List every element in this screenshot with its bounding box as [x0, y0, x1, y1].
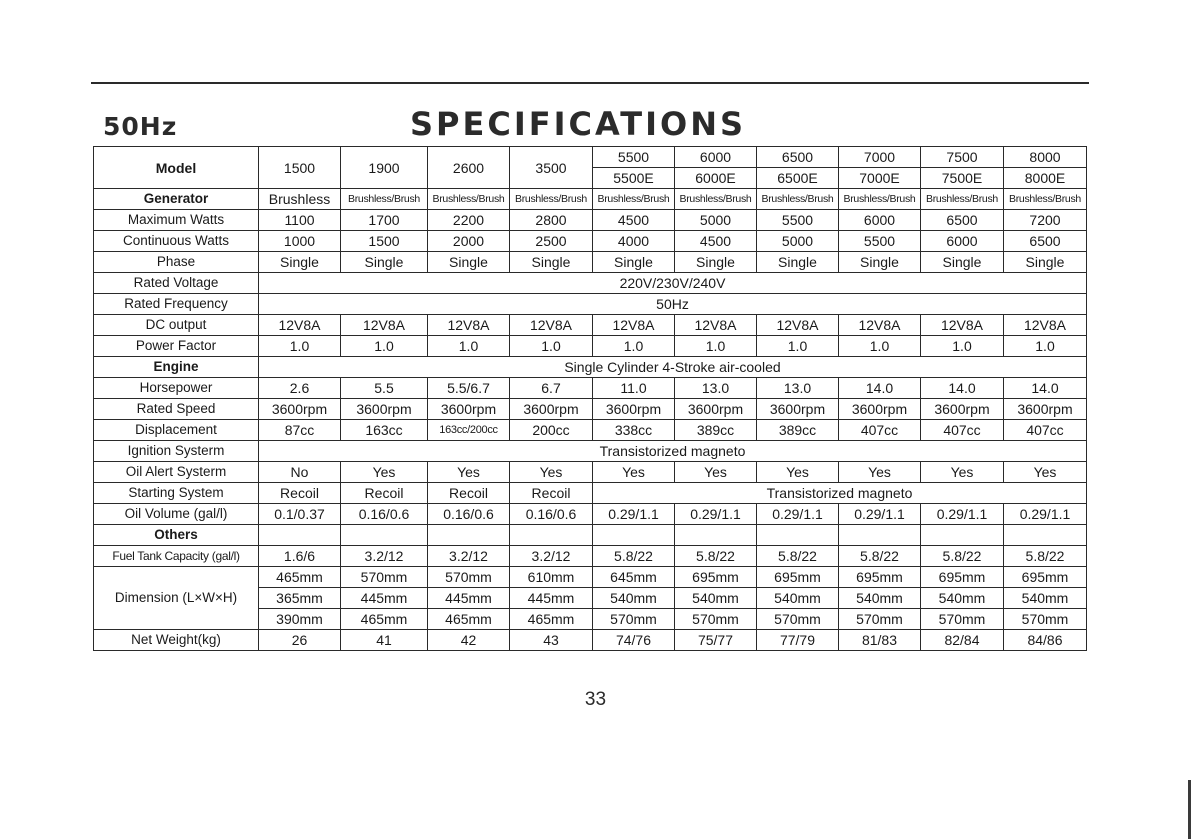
- model-cell: 6000: [675, 147, 757, 168]
- value-cell: 11.0: [593, 378, 675, 399]
- row-net-weight: [94, 630, 1087, 651]
- value-cell: 1100: [259, 210, 341, 231]
- value-cell: 2800: [510, 210, 593, 231]
- value-cell: 200cc: [510, 420, 593, 441]
- value-cell: Brushless/Brush: [510, 189, 593, 210]
- row-label: Engine: [94, 357, 259, 378]
- value-cell: 13.0: [675, 378, 757, 399]
- value-cell: 12V8A: [593, 315, 675, 336]
- row-dimension-length: [94, 567, 1087, 588]
- row-horsepower: [94, 378, 1087, 399]
- value-cell: Yes: [428, 462, 510, 483]
- value-cell: 6000: [839, 210, 921, 231]
- empty-cell: [428, 525, 510, 546]
- empty-cell: [341, 525, 428, 546]
- value-cell: Recoil: [259, 483, 341, 504]
- value-cell: 163cc/200cc: [428, 420, 510, 441]
- value-cell: 12V8A: [757, 315, 839, 336]
- row-cont-watts: [94, 231, 1087, 252]
- value-cell: Single: [341, 252, 428, 273]
- value-cell: 445mm: [428, 588, 510, 609]
- value-cell: 12V8A: [1004, 315, 1087, 336]
- model-cell: 5500: [593, 147, 675, 168]
- value-cell: 1.0: [341, 336, 428, 357]
- row-label: Rated Frequency: [94, 294, 259, 315]
- value-cell: 0.1/0.37: [259, 504, 341, 525]
- empty-cell: [675, 525, 757, 546]
- value-cell: Single: [428, 252, 510, 273]
- value-cell: 338cc: [593, 420, 675, 441]
- span-value-cell: Transistorized magneto: [259, 441, 1087, 462]
- value-cell: 0.29/1.1: [921, 504, 1004, 525]
- value-cell: 3600rpm: [259, 399, 341, 420]
- spec-table-body: [94, 147, 1087, 651]
- empty-cell: [921, 525, 1004, 546]
- model-cell: 7000: [839, 147, 921, 168]
- value-cell: 43: [510, 630, 593, 651]
- value-cell: Brushless/Brush: [1004, 189, 1087, 210]
- value-cell: 695mm: [757, 567, 839, 588]
- value-cell: 5.5: [341, 378, 428, 399]
- value-cell: 14.0: [921, 378, 1004, 399]
- value-cell: 540mm: [1004, 588, 1087, 609]
- value-cell: 1000: [259, 231, 341, 252]
- row-others: [94, 525, 1087, 546]
- value-cell: 0.29/1.1: [1004, 504, 1087, 525]
- empty-cell: [593, 525, 675, 546]
- value-cell: 1.6/6: [259, 546, 341, 567]
- value-cell: 1.0: [921, 336, 1004, 357]
- value-cell: 6500: [1004, 231, 1087, 252]
- row-label: Horsepower: [94, 378, 259, 399]
- value-cell: 1.0: [593, 336, 675, 357]
- value-cell: Yes: [1004, 462, 1087, 483]
- value-cell: 365mm: [259, 588, 341, 609]
- value-cell: 540mm: [593, 588, 675, 609]
- value-cell: Recoil: [428, 483, 510, 504]
- value-cell: 407cc: [839, 420, 921, 441]
- value-cell: Brushless/Brush: [593, 189, 675, 210]
- value-cell: 570mm: [675, 609, 757, 630]
- model-cell: 1900: [341, 147, 428, 189]
- value-cell: 82/84: [921, 630, 1004, 651]
- value-cell: 81/83: [839, 630, 921, 651]
- value-cell: 1.0: [839, 336, 921, 357]
- value-cell: 1500: [341, 231, 428, 252]
- value-cell: 407cc: [1004, 420, 1087, 441]
- value-cell: 570mm: [593, 609, 675, 630]
- value-cell: 389cc: [675, 420, 757, 441]
- value-cell: Yes: [593, 462, 675, 483]
- value-cell: 695mm: [675, 567, 757, 588]
- value-cell: 540mm: [839, 588, 921, 609]
- row-dc-output: [94, 315, 1087, 336]
- value-cell: 6000: [921, 231, 1004, 252]
- row-label: Oil Alert Systerm: [94, 462, 259, 483]
- row-label: Oil Volume (gal/l): [94, 504, 259, 525]
- value-cell: 540mm: [921, 588, 1004, 609]
- value-cell: 390mm: [259, 609, 341, 630]
- value-cell: 3600rpm: [839, 399, 921, 420]
- value-cell: 570mm: [757, 609, 839, 630]
- row-label: Rated Voltage: [94, 273, 259, 294]
- value-cell: Recoil: [510, 483, 593, 504]
- value-cell: Recoil: [341, 483, 428, 504]
- value-cell: 3600rpm: [428, 399, 510, 420]
- row-phase: [94, 252, 1087, 273]
- value-cell: 5000: [675, 210, 757, 231]
- model-cell: 8000: [1004, 147, 1087, 168]
- row-label: Starting System: [94, 483, 259, 504]
- empty-cell: [1004, 525, 1087, 546]
- value-cell: 0.16/0.6: [510, 504, 593, 525]
- model-cell: 2600: [428, 147, 510, 189]
- value-cell: 12V8A: [675, 315, 757, 336]
- value-cell: 6500: [921, 210, 1004, 231]
- value-cell: 5.5/6.7: [428, 378, 510, 399]
- value-cell: 695mm: [839, 567, 921, 588]
- value-cell: 12V8A: [839, 315, 921, 336]
- value-cell: Brushless/Brush: [341, 189, 428, 210]
- top-rule: [91, 82, 1089, 84]
- value-cell: 3.2/12: [510, 546, 593, 567]
- value-cell: 3600rpm: [341, 399, 428, 420]
- value-cell: 695mm: [921, 567, 1004, 588]
- value-cell: 75/77: [675, 630, 757, 651]
- value-cell: 12V8A: [341, 315, 428, 336]
- empty-cell: [839, 525, 921, 546]
- model-cell: 6500: [757, 147, 839, 168]
- value-cell: 1.0: [259, 336, 341, 357]
- value-cell: 540mm: [757, 588, 839, 609]
- value-cell: 74/76: [593, 630, 675, 651]
- model-label: Model: [94, 147, 259, 189]
- value-cell: Yes: [921, 462, 1004, 483]
- value-cell: Brushless/Brush: [921, 189, 1004, 210]
- value-cell: Brushless/Brush: [428, 189, 510, 210]
- row-engine: [94, 357, 1087, 378]
- value-cell: Brushless/Brush: [839, 189, 921, 210]
- value-cell: 5000: [757, 231, 839, 252]
- value-cell: Single: [510, 252, 593, 273]
- value-cell: 445mm: [510, 588, 593, 609]
- value-cell: 570mm: [839, 609, 921, 630]
- value-cell: 0.29/1.1: [675, 504, 757, 525]
- value-cell: 5.8/22: [1004, 546, 1087, 567]
- empty-cell: [510, 525, 593, 546]
- value-cell: 445mm: [341, 588, 428, 609]
- value-cell: 5.8/22: [757, 546, 839, 567]
- value-cell: 1.0: [510, 336, 593, 357]
- value-cell: 407cc: [921, 420, 1004, 441]
- value-cell: 465mm: [510, 609, 593, 630]
- value-cell: Brushless/Brush: [675, 189, 757, 210]
- span-value-cell: 50Hz: [259, 294, 1087, 315]
- value-cell: 1700: [341, 210, 428, 231]
- value-cell: 26: [259, 630, 341, 651]
- value-cell: 5.8/22: [593, 546, 675, 567]
- value-cell: 3600rpm: [593, 399, 675, 420]
- model-cell: 7500: [921, 147, 1004, 168]
- row-label: Power Factor: [94, 336, 259, 357]
- value-cell: 1.0: [428, 336, 510, 357]
- span-value-cell: Transistorized magneto: [593, 483, 1087, 504]
- span-value-cell: 220V/230V/240V: [259, 273, 1087, 294]
- value-cell: 42: [428, 630, 510, 651]
- value-cell: 4500: [593, 210, 675, 231]
- value-cell: 0.29/1.1: [593, 504, 675, 525]
- row-rated-frequency: [94, 294, 1087, 315]
- value-cell: Yes: [510, 462, 593, 483]
- value-cell: 3.2/12: [428, 546, 510, 567]
- value-cell: 14.0: [1004, 378, 1087, 399]
- value-cell: Single: [921, 252, 1004, 273]
- row-rated-speed: [94, 399, 1087, 420]
- empty-cell: [259, 525, 341, 546]
- value-cell: 3.2/12: [341, 546, 428, 567]
- value-cell: Yes: [839, 462, 921, 483]
- value-cell: 5.8/22: [675, 546, 757, 567]
- value-cell: Single: [757, 252, 839, 273]
- value-cell: 1.0: [675, 336, 757, 357]
- row-label: Continuous Watts: [94, 231, 259, 252]
- value-cell: 12V8A: [510, 315, 593, 336]
- row-power-factor: [94, 336, 1087, 357]
- empty-cell: [757, 525, 839, 546]
- value-cell: 570mm: [921, 609, 1004, 630]
- value-cell: 2200: [428, 210, 510, 231]
- value-cell: 570mm: [1004, 609, 1087, 630]
- page-title: SPECIFICATIONS: [410, 105, 747, 143]
- value-cell: 0.16/0.6: [428, 504, 510, 525]
- value-cell: Yes: [341, 462, 428, 483]
- value-cell: 3600rpm: [1004, 399, 1087, 420]
- model-cell: 8000E: [1004, 168, 1087, 189]
- row-label: Maximum Watts: [94, 210, 259, 231]
- value-cell: 77/79: [757, 630, 839, 651]
- value-cell: Single: [1004, 252, 1087, 273]
- value-cell: 12V8A: [921, 315, 1004, 336]
- row-label: Rated Speed: [94, 399, 259, 420]
- value-cell: Yes: [675, 462, 757, 483]
- value-cell: 5.8/22: [839, 546, 921, 567]
- value-cell: 540mm: [675, 588, 757, 609]
- value-cell: 12V8A: [259, 315, 341, 336]
- row-rated-voltage: [94, 273, 1087, 294]
- value-cell: Single: [675, 252, 757, 273]
- value-cell: 695mm: [1004, 567, 1087, 588]
- model-cell: 3500: [510, 147, 593, 189]
- row-label: DC output: [94, 315, 259, 336]
- value-cell: 0.29/1.1: [757, 504, 839, 525]
- value-cell: Single: [593, 252, 675, 273]
- value-cell: 2.6: [259, 378, 341, 399]
- value-cell: 645mm: [593, 567, 675, 588]
- page-number: 33: [584, 689, 607, 710]
- row-oil-volume: [94, 504, 1087, 525]
- value-cell: 2000: [428, 231, 510, 252]
- value-cell: 1.0: [757, 336, 839, 357]
- row-label: Fuel Tank Capacity (gal/l): [94, 546, 259, 567]
- value-cell: 570mm: [428, 567, 510, 588]
- row-oil-alert: [94, 462, 1087, 483]
- row-starting: [94, 483, 1087, 504]
- model-cell: 1500: [259, 147, 341, 189]
- span-value-cell: Single Cylinder 4-Stroke air-cooled: [259, 357, 1087, 378]
- value-cell: 6.7: [510, 378, 593, 399]
- value-cell: 14.0: [839, 378, 921, 399]
- value-cell: 465mm: [259, 567, 341, 588]
- row-generator: [94, 189, 1087, 210]
- row-max-watts: [94, 210, 1087, 231]
- value-cell: 3600rpm: [921, 399, 1004, 420]
- value-cell: Yes: [757, 462, 839, 483]
- value-cell: 570mm: [341, 567, 428, 588]
- row-label: Ignition Systerm: [94, 441, 259, 462]
- model-row-top: [94, 147, 1087, 168]
- row-label: Others: [94, 525, 259, 546]
- value-cell: Single: [839, 252, 921, 273]
- value-cell: 84/86: [1004, 630, 1087, 651]
- value-cell: 610mm: [510, 567, 593, 588]
- value-cell: 163cc: [341, 420, 428, 441]
- model-cell: 7000E: [839, 168, 921, 189]
- row-ignition: [94, 441, 1087, 462]
- model-cell: 7500E: [921, 168, 1004, 189]
- spec-table: [93, 146, 1087, 651]
- value-cell: 12V8A: [428, 315, 510, 336]
- row-label: Displacement: [94, 420, 259, 441]
- value-cell: 41: [341, 630, 428, 651]
- model-cell: 6000E: [675, 168, 757, 189]
- value-cell: 0.16/0.6: [341, 504, 428, 525]
- row-label: Phase: [94, 252, 259, 273]
- value-cell: 4000: [593, 231, 675, 252]
- value-cell: 5.8/22: [921, 546, 1004, 567]
- value-cell: 3600rpm: [675, 399, 757, 420]
- value-cell: 3600rpm: [757, 399, 839, 420]
- value-cell: Brushless: [259, 189, 341, 210]
- value-cell: 5500: [757, 210, 839, 231]
- value-cell: 13.0: [757, 378, 839, 399]
- value-cell: 7200: [1004, 210, 1087, 231]
- value-cell: 2500: [510, 231, 593, 252]
- frequency-label: 50Hz: [103, 112, 178, 141]
- value-cell: 389cc: [757, 420, 839, 441]
- row-label: Dimension (L×W×H): [94, 567, 259, 630]
- value-cell: 4500: [675, 231, 757, 252]
- value-cell: 87cc: [259, 420, 341, 441]
- row-fuel-tank: [94, 546, 1087, 567]
- row-label: Generator: [94, 189, 259, 210]
- value-cell: Single: [259, 252, 341, 273]
- value-cell: 3600rpm: [510, 399, 593, 420]
- value-cell: 0.29/1.1: [839, 504, 921, 525]
- value-cell: No: [259, 462, 341, 483]
- value-cell: 5500: [839, 231, 921, 252]
- model-cell: 5500E: [593, 168, 675, 189]
- value-cell: 1.0: [1004, 336, 1087, 357]
- row-displacement: [94, 420, 1087, 441]
- value-cell: Brushless/Brush: [757, 189, 839, 210]
- model-cell: 6500E: [757, 168, 839, 189]
- value-cell: 465mm: [428, 609, 510, 630]
- row-label: Net Weight(kg): [94, 630, 259, 651]
- value-cell: 465mm: [341, 609, 428, 630]
